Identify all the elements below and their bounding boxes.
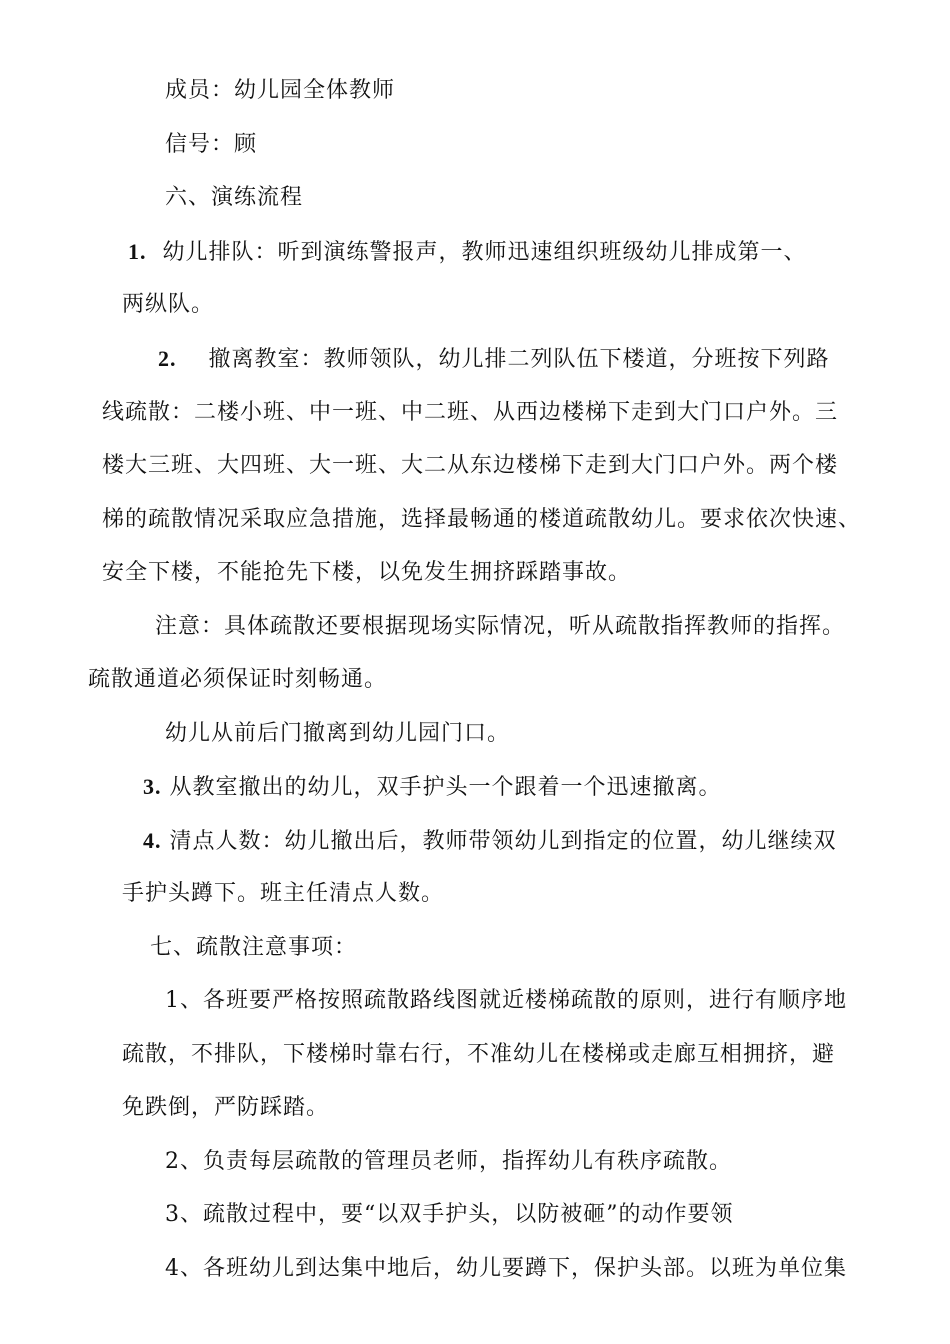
step2-line1 bbox=[158, 344, 830, 375]
step4-line1 bbox=[143, 826, 837, 857]
step1-text: 幼儿排队：听到演练警报声，教师迅速组织班级幼儿排成第一、 bbox=[162, 240, 807, 265]
members-line: 成员：幼儿园全体教师 bbox=[165, 78, 396, 103]
signal-line: 信号：顾 bbox=[165, 132, 258, 157]
exit-line: 幼儿从前后门撤离到幼儿园门口。 bbox=[165, 721, 511, 746]
step2-number: 2. bbox=[158, 346, 177, 371]
step4-line2: 手护头蹲下。班主任清点人数。 bbox=[122, 881, 445, 906]
step1-number: 1. bbox=[128, 239, 147, 264]
item1-line3: 免跌倒，严防踩踏。 bbox=[122, 1095, 330, 1120]
step1-line1 bbox=[128, 237, 807, 268]
step4-number: 4. bbox=[143, 828, 162, 853]
item2-line: 2、负责每层疏散的管理员老师，指挥幼儿有秩序疏散。 bbox=[165, 1149, 732, 1174]
step3-line bbox=[143, 772, 722, 803]
step2-line4: 梯的疏散情况采取应急措施，选择最畅通的楼道疏散幼儿。要求依次快速、 bbox=[102, 507, 862, 532]
item1-line1: 1、各班要严格按照疏散路线图就近楼梯疏散的原则，进行有顺序地 bbox=[165, 988, 847, 1013]
section7-heading: 七、疏散注意事项： bbox=[150, 935, 358, 960]
item1-line2: 疏散，不排队，下楼梯时靠右行，不准幼儿在楼梯或走廊互相拥挤，避 bbox=[122, 1042, 836, 1067]
step1-line2: 两纵队。 bbox=[122, 292, 215, 317]
step4-text: 清点人数：幼儿撤出后，教师带领幼儿到指定的位置，幼儿继续双 bbox=[169, 829, 837, 854]
note-line1: 注意：具体疏散还要根据现场实际情况，听从疏散指挥教师的指挥。 bbox=[155, 614, 846, 639]
step3-number: 3. bbox=[143, 774, 162, 799]
step2-line2: 线疏散：二楼小班、中一班、中二班、从西边楼梯下走到大门口户外。三 bbox=[102, 400, 839, 425]
step2-line5: 安全下楼，不能抢先下楼，以免发生拥挤踩踏事故。 bbox=[102, 560, 632, 585]
section6-heading: 六、演练流程 bbox=[165, 185, 304, 210]
note-line2: 疏散通道必须保证时刻畅通。 bbox=[88, 667, 388, 692]
step3-text: 从教室撤出的幼儿，双手护头一个跟着一个迅速撤离。 bbox=[169, 775, 722, 800]
step2-text: 撤离教室：教师领队，幼儿排二列队伍下楼道，分班按下列路 bbox=[208, 347, 830, 372]
step2-line3: 楼大三班、大四班、大一班、大二从东边楼梯下走到大门口户外。两个楼 bbox=[102, 453, 839, 478]
item4-line: 4、各班幼儿到达集中地后，幼儿要蹲下，保护头部。以班为单位集 bbox=[165, 1256, 847, 1281]
item3-line: 3、疏散过程中，要“以双手护头，以防被砸”的动作要领 bbox=[165, 1202, 734, 1227]
